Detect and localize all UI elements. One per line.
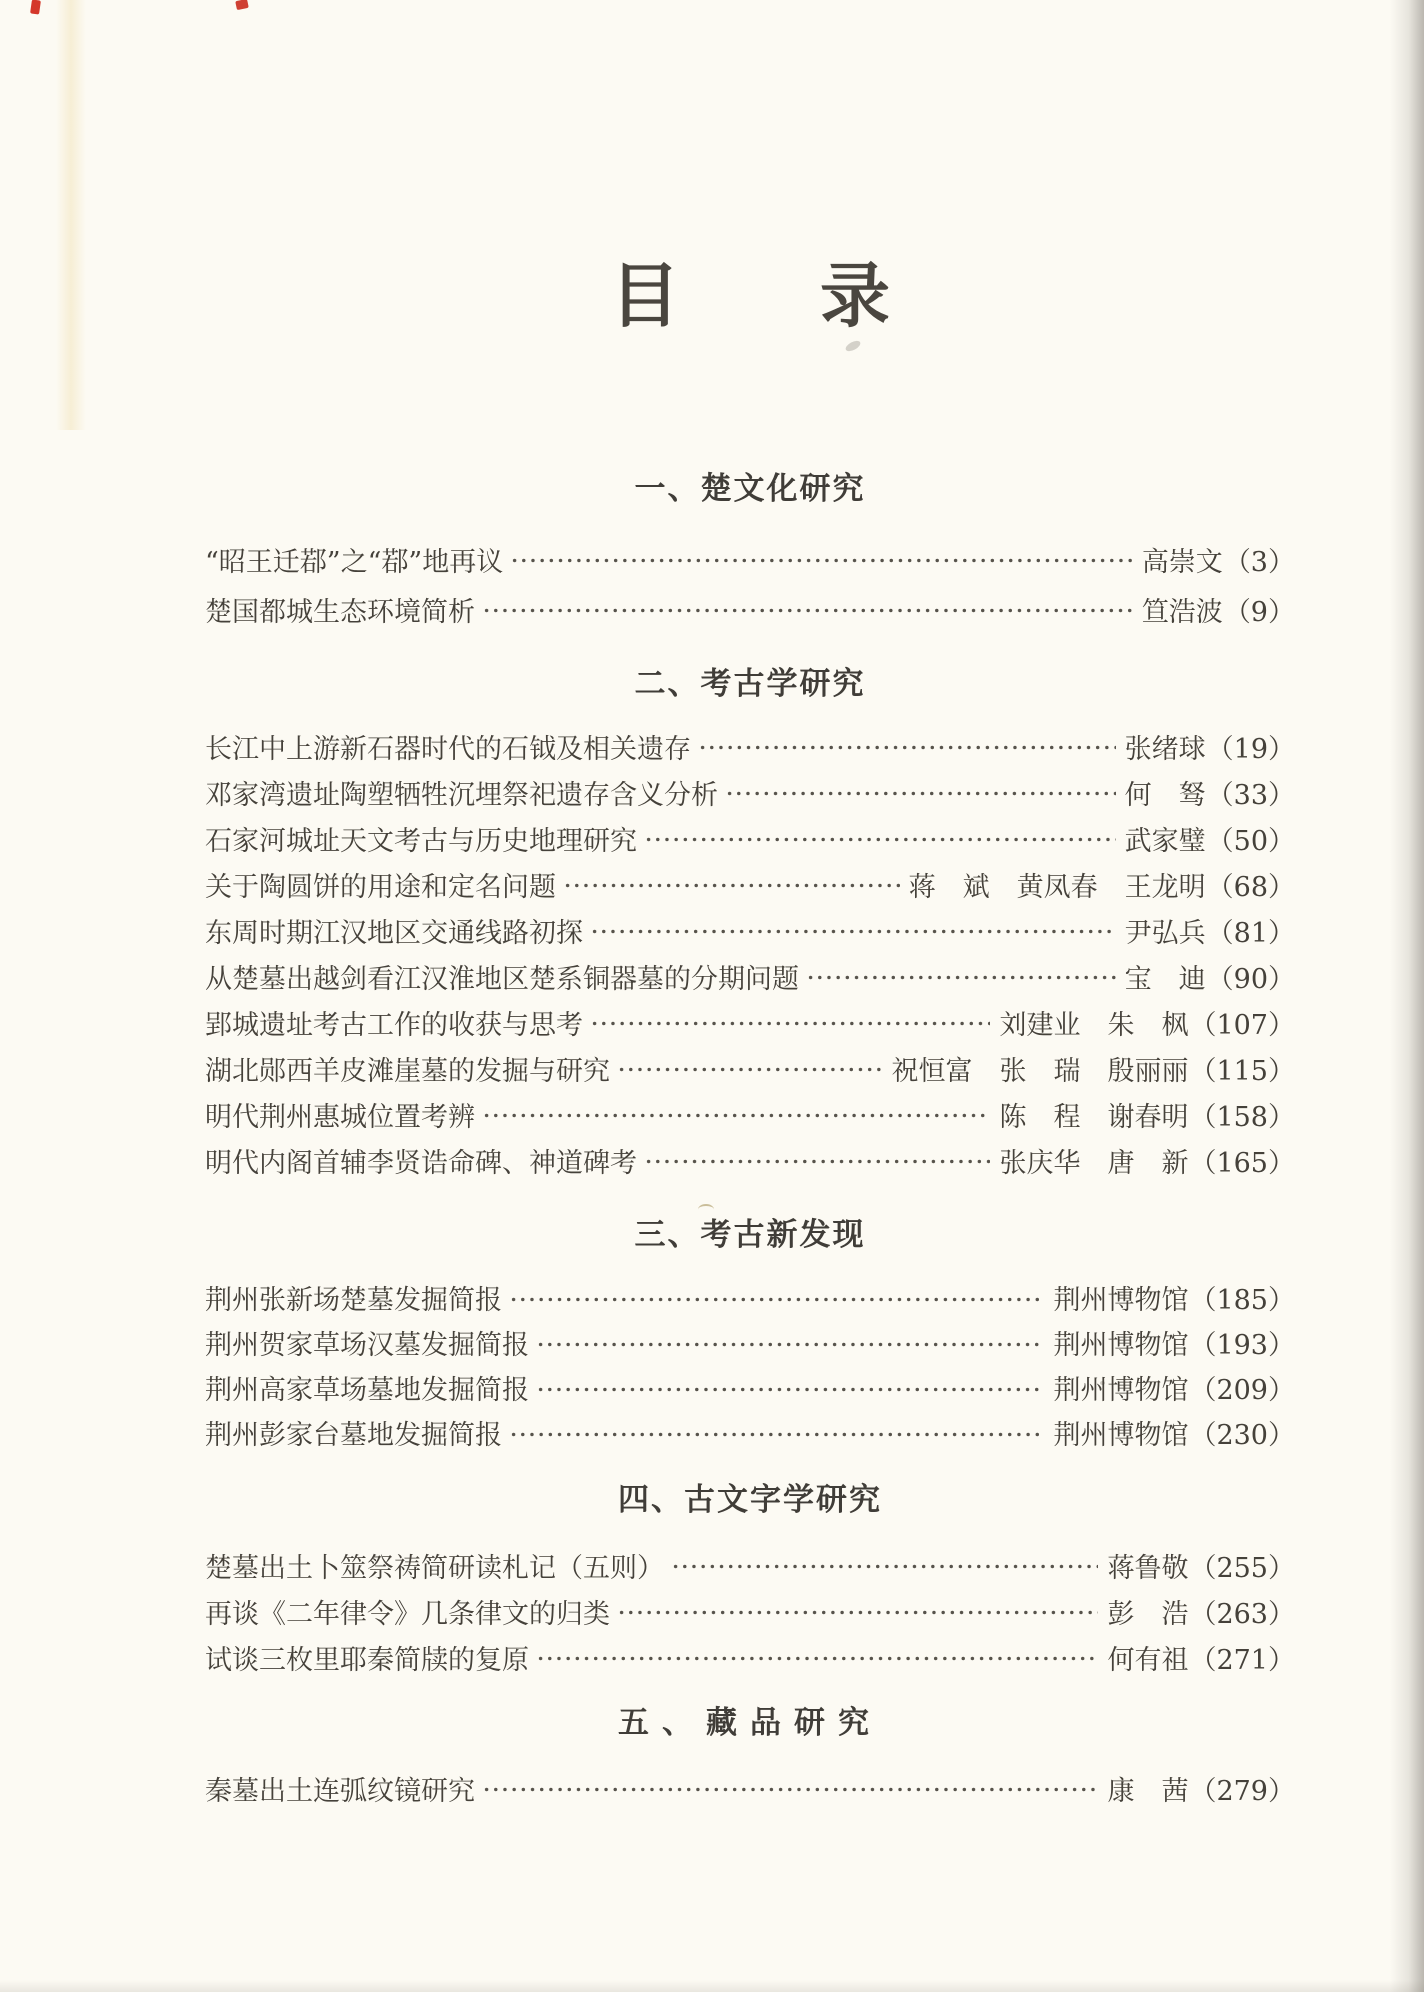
dotted-leader [590, 928, 1116, 935]
section-heading: 五、藏品研究 [618, 1705, 882, 1741]
section-entries [205, 723, 1295, 1183]
entry-page-number: （33） [1206, 779, 1295, 811]
entry-authors: 蒋 斌 黄凤春 王龙明 [908, 871, 1206, 903]
entry-title: 郢城遗址考古工作的收获与思考 [205, 1009, 583, 1041]
page-title: 目 录 [610, 254, 890, 337]
toc-entry [205, 1765, 1295, 1811]
entry-title: 从楚墓出越剑看江汉淮地区楚系铜器墓的分期问题 [205, 963, 799, 995]
toc-entry [205, 1588, 1295, 1634]
entry-title: 荆州高家草场墓地发掘简报 [205, 1375, 529, 1406]
section-heading: 二、考古学研究 [634, 666, 866, 702]
toc-entry [205, 1091, 1295, 1137]
entry-page-number: （263） [1189, 1598, 1295, 1630]
entry-authors: 张庆华 唐 新 [999, 1147, 1189, 1179]
scan-artifact-right-edge [1390, 0, 1424, 1992]
section-new-discoveries [205, 1219, 1295, 1455]
dotted-leader [482, 1112, 990, 1119]
entry-authors: 何 驽 [1124, 779, 1206, 811]
toc-entry [205, 534, 1295, 584]
toc-entry [205, 1542, 1295, 1588]
entry-authors: 陈 程 谢春明 [999, 1101, 1189, 1133]
entry-authors: 张绪球 [1124, 733, 1206, 765]
section-entries [205, 1765, 1295, 1811]
entry-page-number: （255） [1189, 1552, 1295, 1584]
entry-authors: 蒋鲁敬 [1107, 1552, 1189, 1584]
dotted-leader [698, 744, 1116, 751]
entry-title: 东周时期江汉地区交通线路初探 [205, 917, 583, 949]
entry-page-number: （3） [1223, 546, 1295, 578]
section-heading: 四、古文字学研究 [618, 1482, 882, 1518]
entry-page-number: （19） [1206, 733, 1295, 765]
dotted-leader [806, 974, 1116, 981]
toc-entry [205, 723, 1295, 769]
entry-page-number: （9） [1223, 596, 1295, 628]
toc-entry [205, 907, 1295, 953]
entry-title: 荆州彭家台墓地发掘简报 [205, 1420, 502, 1451]
entry-title: 石家河城址天文考古与历史地理研究 [205, 825, 637, 857]
section-entries [205, 1275, 1295, 1455]
toc-entry [205, 815, 1295, 861]
toc-entry [205, 1320, 1295, 1365]
entry-title: 楚国都城生态环境简析 [205, 596, 475, 628]
dotted-leader [563, 882, 900, 889]
toc-entry [205, 1634, 1295, 1680]
entry-page-number: （185） [1189, 1285, 1295, 1316]
section-collection-studies [205, 1707, 1295, 1811]
entry-page-number: （165） [1189, 1147, 1295, 1179]
dotted-leader [617, 1066, 882, 1073]
dotted-leader [536, 1341, 1044, 1348]
dotted-leader [482, 1786, 1098, 1793]
scan-artifact-page-crease [56, 0, 86, 430]
entry-page-number: （90） [1206, 963, 1295, 995]
entry-authors: 荆州博物馆 [1053, 1420, 1189, 1451]
entry-title: 试谈三枚里耶秦简牍的复原 [205, 1644, 529, 1676]
entry-title: “昭王迁鄀”之“鄀”地再议 [205, 546, 504, 578]
dotted-leader [482, 607, 1133, 614]
entry-authors: 尹弘兵 [1124, 917, 1206, 949]
dotted-leader [590, 1020, 990, 1027]
toc-entry [205, 999, 1295, 1045]
toc-entry [205, 1045, 1295, 1091]
entry-page-number: （115） [1189, 1055, 1295, 1087]
entry-page-number: （107） [1189, 1009, 1295, 1041]
toc-entry [205, 861, 1295, 907]
dotted-leader [510, 557, 1133, 564]
dotted-leader [644, 836, 1116, 843]
entry-title: 明代荆州惠城位置考辨 [205, 1101, 475, 1133]
entry-title: 荆州贺家草场汉墓发掘简报 [205, 1330, 529, 1361]
dotted-leader [536, 1386, 1044, 1393]
entry-page-number: （68） [1206, 871, 1295, 903]
entry-authors: 何有祖 [1107, 1644, 1189, 1676]
section-entries [205, 534, 1295, 634]
entry-title: 湖北郧西羊皮滩崖墓的发掘与研究 [205, 1055, 610, 1087]
section-heading: 一、楚文化研究 [634, 471, 866, 507]
toc-entry [205, 1365, 1295, 1410]
section-heading: 三、考古新发现 [634, 1217, 866, 1253]
toc-entry [205, 953, 1295, 999]
entry-page-number: （279） [1189, 1775, 1295, 1807]
scan-artifact-red-mark [30, 0, 41, 15]
dotted-leader [671, 1563, 1098, 1570]
entry-authors: 高崇文 [1141, 546, 1223, 578]
section-archaeology [205, 668, 1295, 1183]
dotted-leader [617, 1609, 1098, 1616]
entry-page-number: （158） [1189, 1101, 1295, 1133]
entry-page-number: （271） [1189, 1644, 1295, 1676]
toc-entry [205, 1275, 1295, 1320]
entry-authors: 荆州博物馆 [1053, 1330, 1189, 1361]
toc-entry [205, 769, 1295, 815]
toc-content [205, 0, 1295, 1811]
entry-page-number: （193） [1189, 1330, 1295, 1361]
entry-title: 再谈《二年律令》几条律文的归类 [205, 1598, 610, 1630]
entry-authors: 荆州博物馆 [1053, 1375, 1189, 1406]
entry-title: 关于陶圆饼的用途和定名问题 [205, 871, 556, 903]
entry-title: 楚墓出土卜筮祭祷简研读札记（五则） [205, 1552, 664, 1584]
entry-title: 明代内阁首辅李贤诰命碑、神道碑考 [205, 1147, 637, 1179]
entry-page-number: （50） [1206, 825, 1295, 857]
entry-page-number: （81） [1206, 917, 1295, 949]
entry-authors: 康 茜 [1107, 1775, 1189, 1807]
dotted-leader [644, 1158, 990, 1165]
entry-title: 荆州张新场楚墓发掘简报 [205, 1285, 502, 1316]
entry-authors: 彭 浩 [1107, 1598, 1189, 1630]
scan-artifact-bottom-edge [0, 1980, 1424, 1992]
section-entries [205, 1542, 1295, 1680]
toc-entry [205, 584, 1295, 634]
toc-entry [205, 1410, 1295, 1455]
entry-title: 邓家湾遗址陶塑牺牲沉埋祭祀遗存含义分析 [205, 779, 718, 811]
entry-page-number: （209） [1189, 1375, 1295, 1406]
entry-page-number: （230） [1189, 1420, 1295, 1451]
entry-authors: 荆州博物馆 [1053, 1285, 1189, 1316]
entry-authors: 刘建业 朱 枫 [999, 1009, 1189, 1041]
dotted-leader [509, 1296, 1044, 1303]
section-chu-culture [205, 473, 1295, 634]
dotted-leader [509, 1431, 1044, 1438]
toc-entry [205, 1137, 1295, 1183]
entry-title: 秦墓出土连弧纹镜研究 [205, 1775, 475, 1807]
section-paleography [205, 1484, 1295, 1680]
entry-authors: 宝 迪 [1124, 963, 1206, 995]
entry-authors: 祝恒富 张 瑞 殷丽丽 [891, 1055, 1189, 1087]
dotted-leader [536, 1655, 1098, 1662]
dotted-leader [725, 790, 1116, 797]
entry-authors: 武家璧 [1124, 825, 1206, 857]
entry-title: 长江中上游新石器时代的石钺及相关遗存 [205, 733, 691, 765]
entry-authors: 笪浩波 [1141, 596, 1223, 628]
